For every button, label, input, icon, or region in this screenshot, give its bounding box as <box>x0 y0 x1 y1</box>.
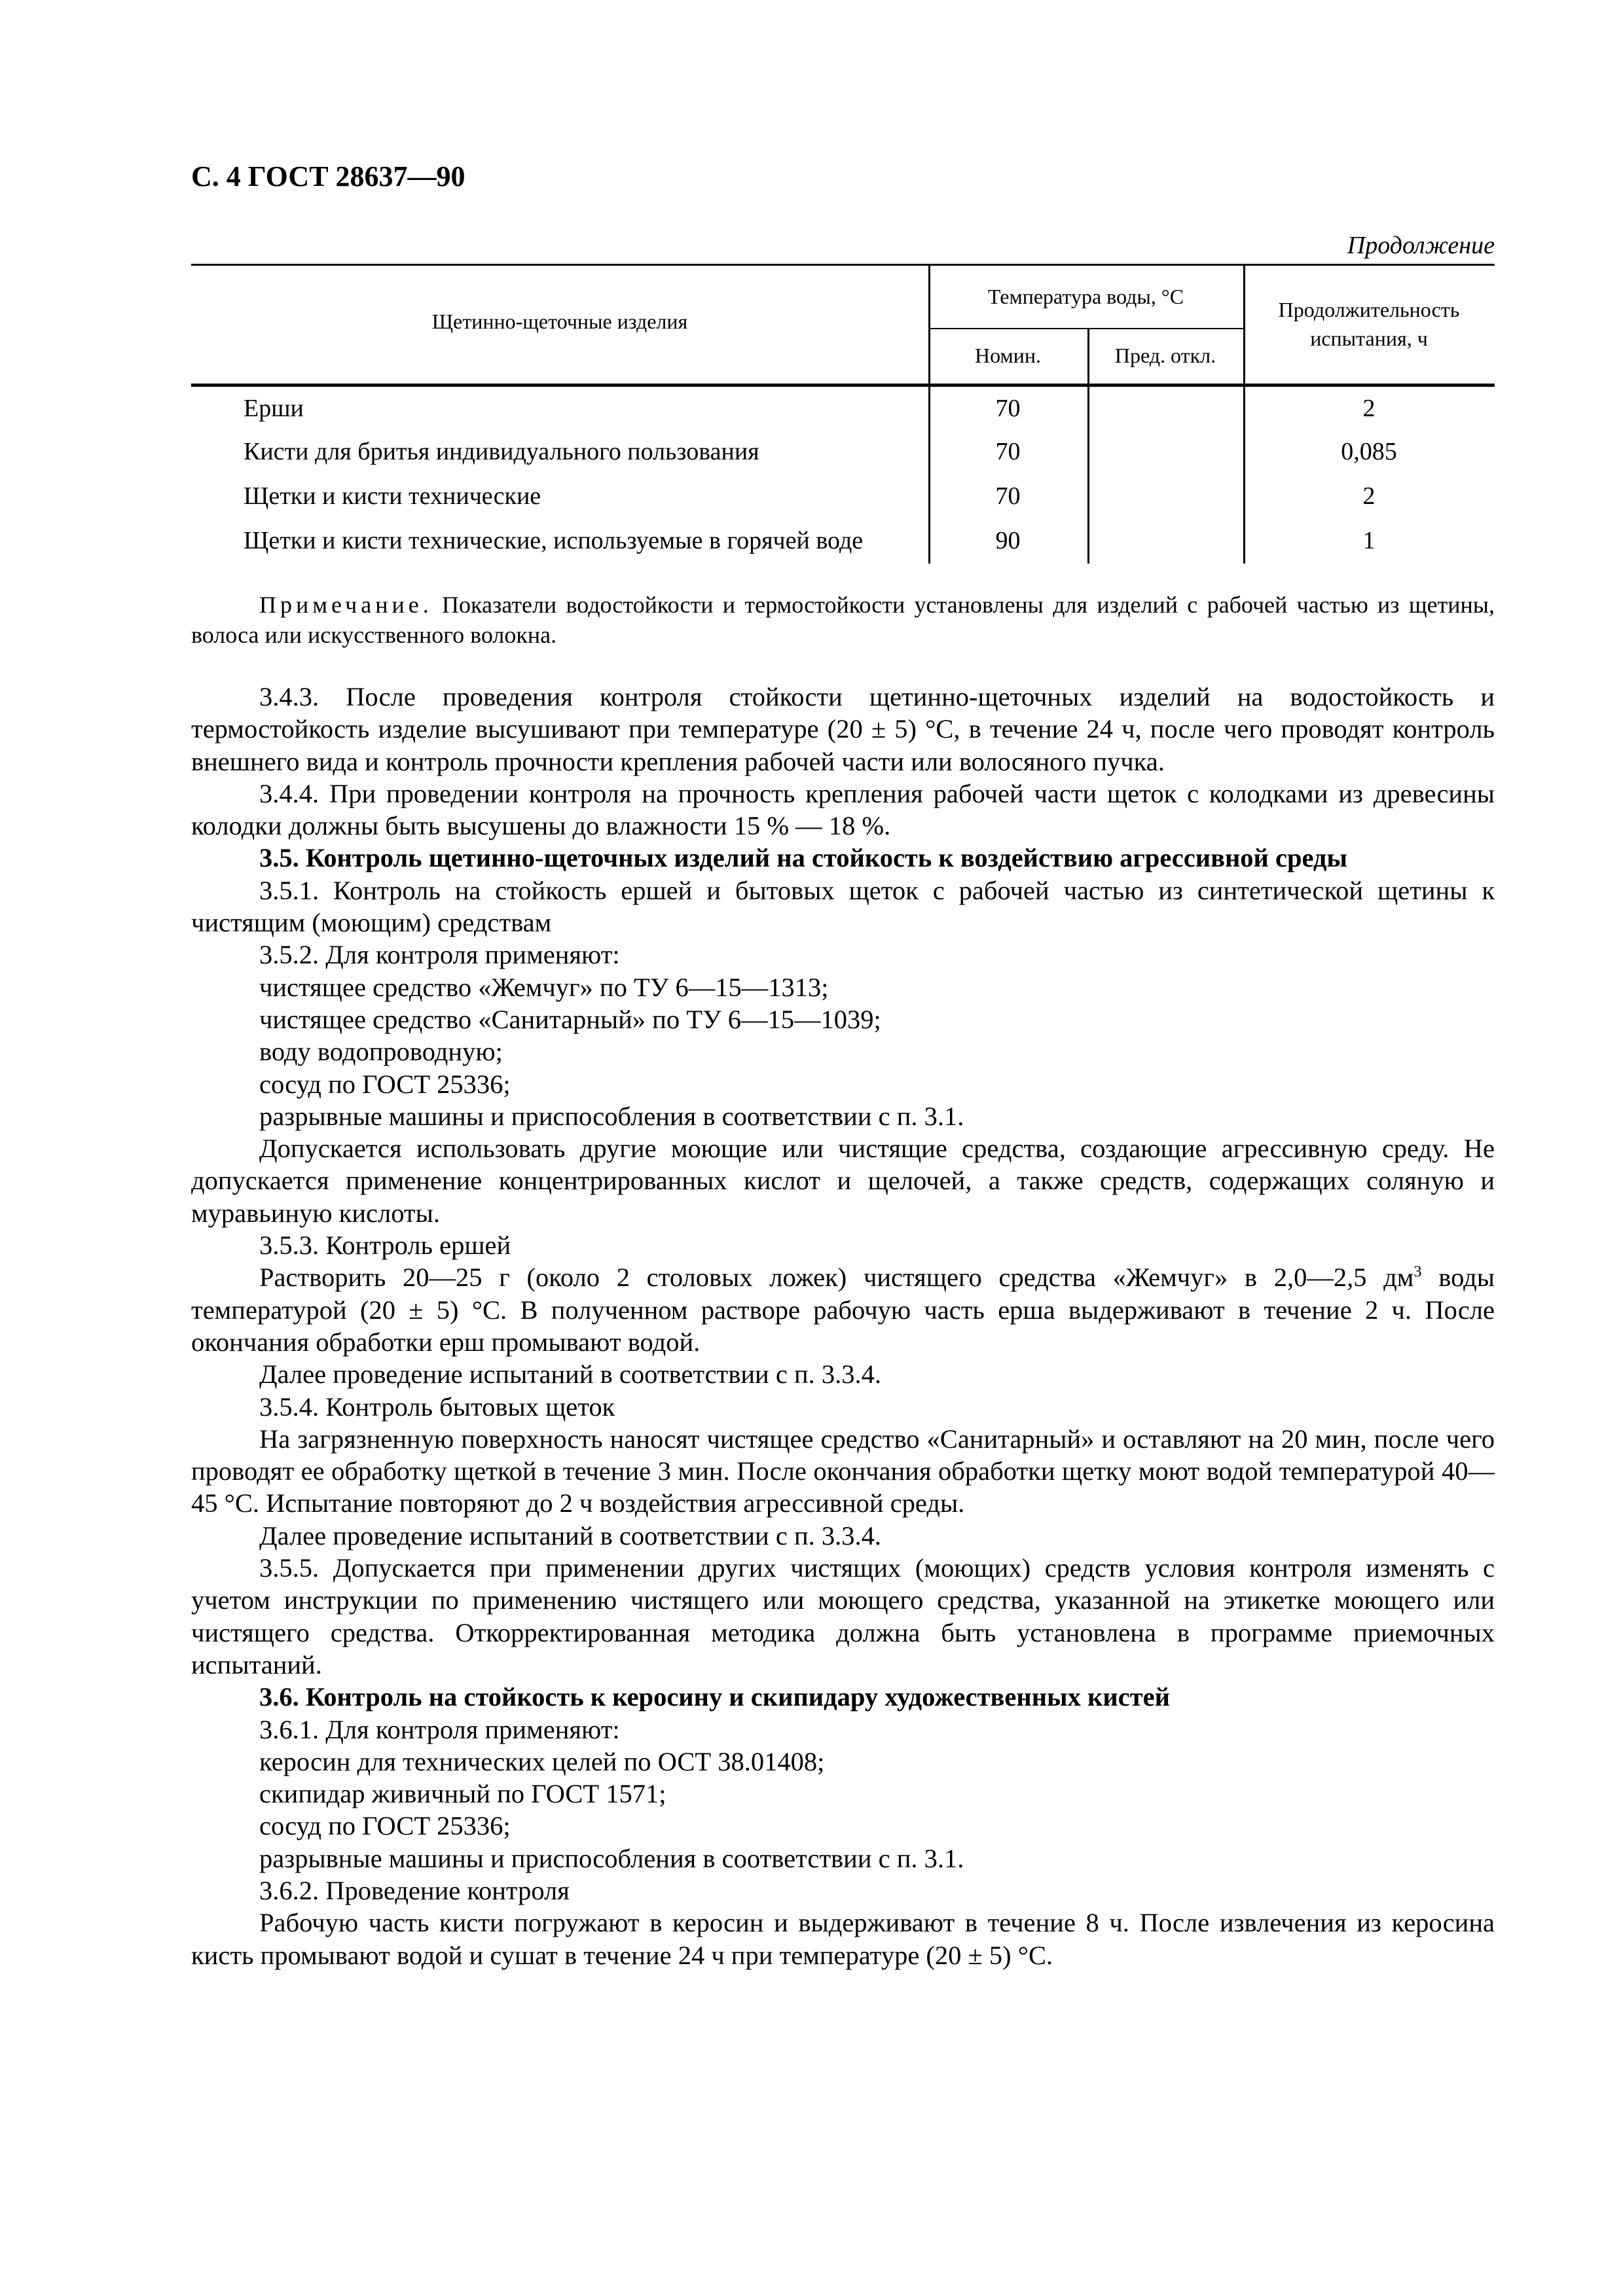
table-row-nominal: 70 <box>995 395 1021 422</box>
list-item: чистящее средство «Санитарный» по ТУ 6—15—1039; <box>259 1004 881 1034</box>
table-sub-header-rule <box>928 328 1243 329</box>
page-header: С. 4 ГОСТ 28637—90 <box>191 160 465 192</box>
continuation-label: Продолжение <box>1347 232 1495 259</box>
section-heading-3-6: 3.6. Контроль на стойкость к керосину и скипидару художественных кистей <box>259 1682 1170 1712</box>
table-row-nominal: 90 <box>995 527 1021 554</box>
paragraph-3-5-1: 3.5.1. Контроль на стойкость ершей и бытовых щеток с рабочей частью из синтетической щетины к чистящим (моющим) средствам <box>191 875 1495 938</box>
header-nominal: Номин. <box>975 344 1041 367</box>
paragraph-3-5-4: 3.5.4. Контроль бытовых щеток <box>259 1391 615 1422</box>
paragraph-3-5-3: 3.5.3. Контроль ершей <box>259 1230 511 1261</box>
paragraph-3-5-4-procedure: На загрязненную поверхность наносят чистящее средство «Санитарный» и оставляют на 20 мин, после чего проводят ее обработку щеткой в течение 3 мин. После окончания обработки щетку моют водой температурой 40—45 °С. Испытание повторяют до 2 ч воздействия агрессивной среды. <box>191 1424 1495 1518</box>
list-item: разрывные машины и приспособления в соответствии с п. 3.1. <box>259 1101 964 1131</box>
paragraph-3-6-2: 3.6.2. Проведение контроля <box>259 1875 570 1905</box>
list-item: воду водопроводную; <box>259 1037 503 1067</box>
table-row-duration: 0,085 <box>1341 438 1397 465</box>
table-row-duration: 1 <box>1362 527 1376 554</box>
list-item: чистящее средство «Жемчуг» по ТУ 6—15—1313; <box>259 972 829 1002</box>
note-label: Примечание. <box>259 592 433 618</box>
table-row-product: Щетки и кисти технические <box>244 482 541 510</box>
paragraph-3-5-3-procedure <box>191 1261 1495 1358</box>
note-text: Показатели водостойкости и термостойкости установлены для изделий с рабочей частью из щетины, волоса или искусственного волокна. <box>191 592 1495 648</box>
paragraph-3-6-2-procedure: Рабочую часть кисти погружают в керосин и выдерживают в течение 8 ч. После извлечения из керосина кисть промывают водой и сушат в течение 24 ч при температуре (20 ± 5) °С. <box>191 1908 1495 1970</box>
list-item: керосин для технических целей по ОСТ 38.01408; <box>259 1746 825 1776</box>
list-item: сосуд по ГОСТ 25336; <box>259 1069 511 1099</box>
table-row-nominal: 70 <box>995 482 1021 510</box>
list-item: сосуд по ГОСТ 25336; <box>259 1811 511 1841</box>
table-row-product: Щетки и кисти технические, используемые в горячей воде <box>244 527 864 554</box>
table-row-nominal: 70 <box>995 438 1021 465</box>
header-temperature: Температура воды, °С <box>987 285 1184 308</box>
section-heading-3-5: 3.5. Контроль щетинно-щеточных изделий на стойкость к воздействию агрессивной среды <box>259 843 1348 873</box>
document-body <box>191 681 1495 1971</box>
paragraph-3-5-2: 3.5.2. Для контроля применяют: <box>259 940 620 970</box>
paragraph-3-4-3: 3.4.3. После проведения контроля стойкости щетинно-щеточных изделий на водостойкость и термостойкость изделие высушивают при температуре (20 ± 5) °С, в течение 24 ч, после чего проводят контроль внешнего вида и контроль прочности крепления рабочей части или волосяного пучка. <box>191 682 1495 776</box>
procedure-text-part2: воды температурой (20 ± 5) °С. В полученном растворе рабочую часть ерша выдерживают в течение 2 ч. После окончания обработки ерш промывают водой. <box>191 1263 1495 1357</box>
list-item: разрывные машины и приспособления в соответствии с п. 3.1. <box>259 1843 964 1873</box>
table-top-rule <box>191 264 1495 266</box>
table-row-duration: 2 <box>1362 482 1376 510</box>
table-row-product: Кисти для бритья индивидуального пользования <box>244 438 759 465</box>
paragraph-3-4-4: 3.4.4. При проведении контроля на прочность крепления рабочей части щеток с колодками из древесины колодки должны быть высушены до влажности 15 % — 18 %. <box>191 778 1495 841</box>
superscript-cube: 3 <box>1413 1263 1422 1281</box>
list-item: скипидар живичный по ГОСТ 1571; <box>259 1779 666 1809</box>
procedure-text-part1: Растворить 20—25 г (около 2 столовых ложек) чистящего средства «Жемчуг» в 2,0—2,5 дм <box>259 1263 1414 1293</box>
table-row-product: Ерши <box>244 395 304 422</box>
paragraph-3-5-3-reference: Далее проведение испытаний в соответствии с п. 3.3.4. <box>259 1359 881 1390</box>
paragraph-3-5-4-reference: Далее проведение испытаний в соответствии с п. 3.3.4. <box>259 1520 881 1551</box>
paragraph-3-5-2-allowance: Допускается использовать другие моющие или чистящие средства, создающие агрессивную среду. Не допускается применение концентрированных кислот и щелочей, а также средств, содержащих соляную и муравьиную кислоты. <box>191 1134 1495 1228</box>
header-deviation: Пред. откл. <box>1114 344 1216 367</box>
paragraph-3-5-5: 3.5.5. Допускается при применении других чистящих (моющих) средств условия контроля изменять с учетом инструкции по применению чистящего или моющего средства, указанной на этикетке моющего или чистящего средства. Откорректированная методика должна быть установлена в программе приемочных испытаний. <box>191 1553 1495 1679</box>
paragraph-3-6-1: 3.6.1. Для контроля применяют: <box>259 1714 620 1744</box>
table-row-duration: 2 <box>1362 395 1376 422</box>
header-duration: Продолжительность испытания, ч <box>1278 298 1460 350</box>
header-product: Щетинно-щеточные изделия <box>431 310 688 333</box>
table-note <box>191 590 1495 650</box>
test-conditions-table <box>191 264 1495 564</box>
